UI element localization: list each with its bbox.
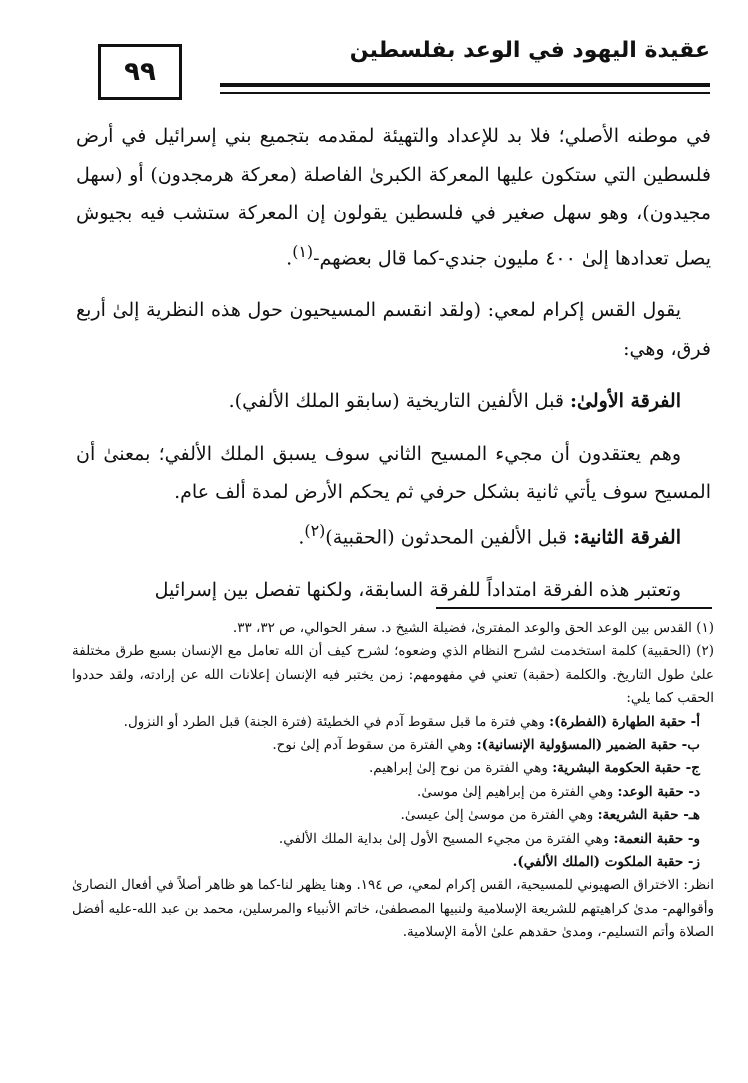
page-number: ٩٩	[124, 57, 156, 87]
footnote-2-item: هـ- حقبة الشريعة: وهي الفترة من موسىٰ إلىٰ عيسىٰ.	[400, 807, 700, 824]
paragraph-2: يقول القس إكرام لمعي: (ولقد انقسم المسيحيون حول هذه النظرية إلىٰ أربع فرق، وهي:	[76, 299, 711, 360]
footnote-1: (١) القدس بين الوعد الحق والوعد المفترىٰ، فضيلة الشيخ د. سفر الحوالي، ص ٣٢، ٣٣.	[232, 620, 714, 636]
header-rule-thick	[220, 83, 710, 87]
paragraph-group-2: الفرقة الثانية: قبل الألفين المحدثون (الحقبية)$^{(٢)}$.	[298, 520, 681, 549]
footnote-2-note: انظر: الاختراق الصهيوني للمسيحية، القس إكرام لمعي، ص ١٩٤. وهنا يظهر لنا-كما هو ظاهر أصلاً في أفعال النصارىٰ وأقوالهم- مدىٰ كراهيتهم للشريعة الإسلامية ولنبيها المصطفىٰ، خاتم الأنبياء والمرسلين، محمد بن عبد الله-عليه أفضل الصلاة وأتم التسليم-، ومدىٰ حقدهم علىٰ الأمة الإسلامية.	[72, 877, 714, 941]
page-number-box	[98, 44, 182, 100]
footnotes	[72, 617, 714, 945]
footnote-ref-2: (٢)	[304, 520, 326, 540]
header-rule-thin	[220, 92, 710, 94]
paragraph-4: وهم يعتقدون أن مجيء المسيح الثاني سوف يسبق الملك الألفي؛ بمعنىٰ أن المسيح سوف يأتي ثانية بشكل حرفي ثم يحكم الأرض لمدة ألف عام.	[76, 442, 711, 504]
footnote-separator	[436, 607, 712, 609]
running-title: عقيدة اليهود في الوعد بفلسطين	[349, 38, 710, 63]
paragraph-6: وتعتبر هذه الفرقة امتداداً للفرقة السابقة، ولكنها تفصل بين إسرائيل	[154, 578, 681, 601]
main-text	[76, 117, 711, 609]
page-header	[70, 26, 710, 106]
footnote-2-item: د- حقبة الوعد: وهي الفترة من إبراهيم إلىٰ موسىٰ.	[417, 783, 700, 800]
group-2-label: الفرقة الثانية:	[573, 526, 681, 549]
footnote-2-item: ز- حقبة الملكوت (الملك الألفي).	[512, 854, 700, 871]
group-1-label: الفرقة الأولىٰ:	[570, 390, 681, 413]
footnote-2-item: ج- حقبة الحكومة البشرية: وهي الفترة من نوح إلىٰ إبراهيم.	[369, 760, 700, 777]
paragraph-group-1: الفرقة الأولىٰ: قبل الألفين التاريخية (سابقو الملك الألفي).	[228, 390, 681, 413]
footnote-2-item: أ- حقبة الطهارة (الفطرة): وهي فترة ما قبل سقوط آدم في الخطيئة (فترة الجنة) قبل الطرد أو النزول.	[123, 713, 700, 730]
footnote-2-intro: (٢) (الحقبية) كلمة استخدمت لشرح النظام الذي وضعوه؛ لشرح كيف أن الله تعامل مع الإنسان بسبع طرق مختلفة علىٰ طول التاريخ. والكلمة (حقبة) تعني في مفهومهم: زمن يختبر فيه الإنسان إعلانات الله عن إرادته، ولقد حددوا الحقب كما يلي:	[72, 643, 714, 707]
footnote-2-item: و- حقبة النعمة: وهي الفترة من مجيء المسيح الأول إلىٰ بداية الملك الألفي.	[278, 830, 700, 847]
footnote-2-item: ب- حقبة الضمير (المسؤولية الإنسانية): وهي الفترة من سقوط آدم إلىٰ نوح.	[272, 737, 700, 754]
footnote-ref-1: (١)	[292, 241, 314, 261]
paragraph-1: في موطنه الأصلي؛ فلا بد للإعداد والتهيئة لمقدمه بتجميع بني إسرائيل في أرض فلسطين التي ستكون عليها المعركة الكبرىٰ الفاصلة (معركة هرمجدون) أو (سهل مجيدون)، وهو سهل صغير في فلسطين يقولون إن المعركة ستشب فيه بجيوش يصل تعدادها إلىٰ ٤٠٠ مليون جندي-كما قال بعضهم-$^{(١)}$.	[76, 125, 711, 269]
